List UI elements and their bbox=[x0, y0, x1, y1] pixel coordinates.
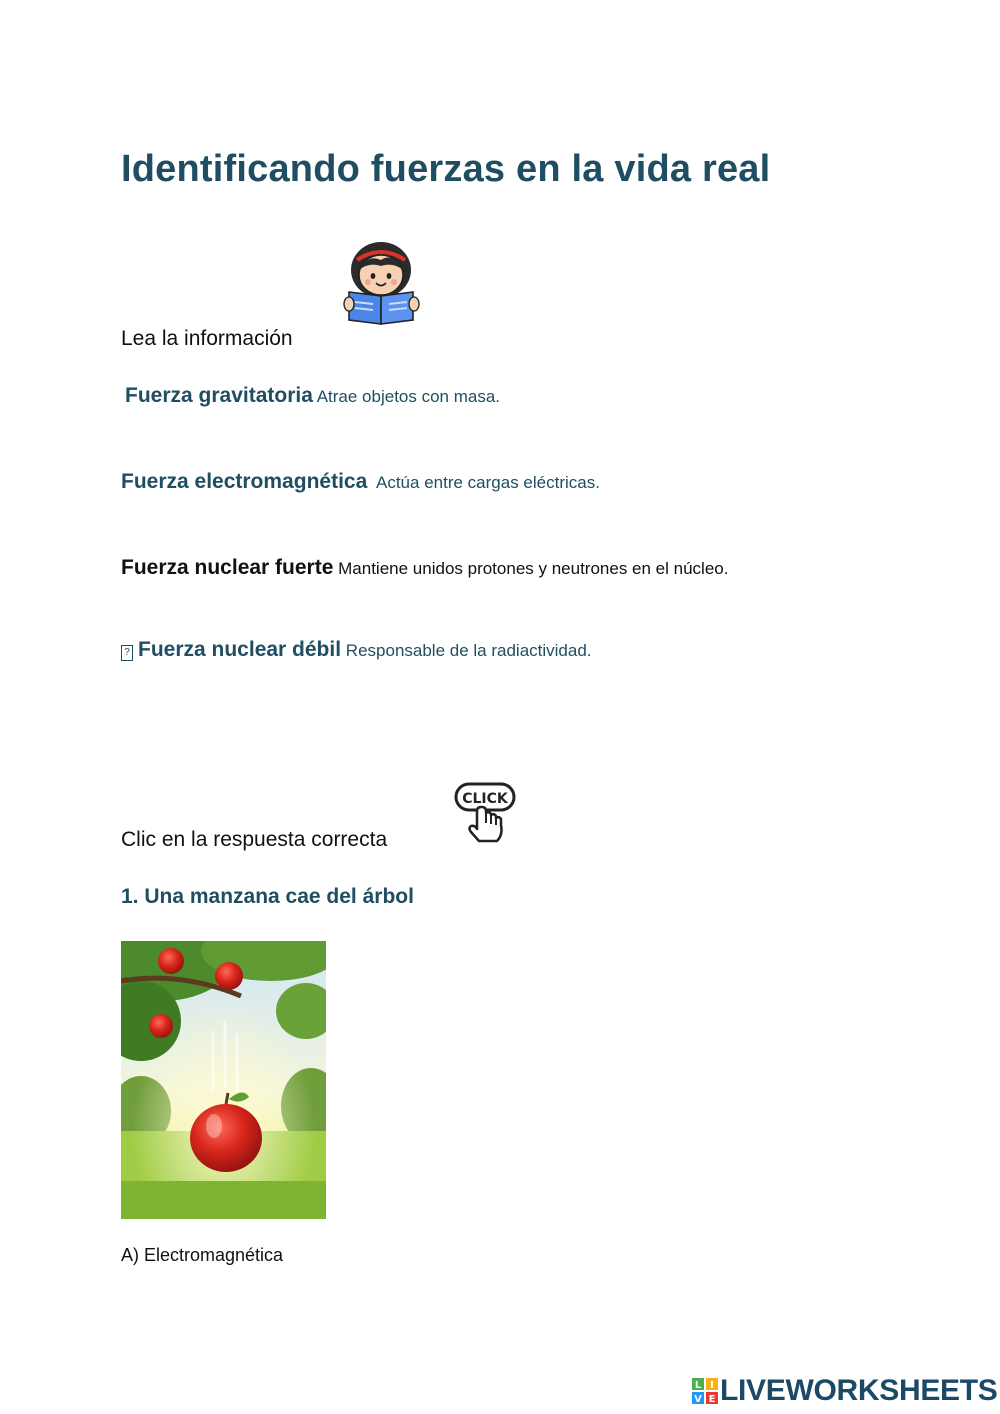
svg-text:V: V bbox=[694, 1394, 702, 1404]
force-description: Actúa entre cargas eléctricas. bbox=[376, 473, 600, 492]
read-instruction: Lea la información bbox=[121, 327, 293, 350]
force-item-electromagnetic bbox=[121, 470, 600, 494]
reader-icon bbox=[343, 240, 421, 326]
svg-text:E: E bbox=[708, 1394, 716, 1404]
click-icon-text: CLICK bbox=[462, 791, 508, 807]
force-description: Responsable de la radiactividad. bbox=[345, 641, 592, 660]
brand-name: LIVEWORKSHEETS bbox=[720, 1374, 998, 1407]
liveworksheets-logo-icon bbox=[692, 1378, 718, 1404]
missing-glyph-bullet: ? bbox=[121, 645, 133, 661]
force-name: Fuerza gravitatoria bbox=[125, 384, 313, 407]
force-name: Fuerza nuclear fuerte bbox=[121, 556, 334, 579]
force-name: Fuerza electromagnética bbox=[121, 470, 368, 493]
question-title: 1. Una manzana cae del árbol bbox=[121, 885, 414, 908]
force-item-gravitational bbox=[125, 384, 500, 408]
svg-text:L: L bbox=[694, 1380, 702, 1391]
page-title: Identificando fuerzas en la vida real bbox=[121, 148, 771, 190]
answer-option-a[interactable]: A) Electromagnética bbox=[121, 1245, 284, 1265]
force-item-weak-nuclear bbox=[121, 638, 592, 662]
force-description: Mantiene unidos protones y neutrones en el núcleo. bbox=[338, 559, 729, 578]
force-name: Fuerza nuclear débil bbox=[138, 638, 342, 661]
falling-apple-image bbox=[121, 941, 326, 1219]
liveworksheets-brand bbox=[692, 1374, 998, 1408]
click-instruction: Clic en la respuesta correcta bbox=[121, 828, 388, 851]
click-hand-icon bbox=[453, 781, 519, 845]
force-description: Atrae objetos con masa. bbox=[316, 387, 501, 406]
svg-text:I: I bbox=[710, 1380, 714, 1391]
force-item-strong-nuclear bbox=[121, 556, 728, 580]
